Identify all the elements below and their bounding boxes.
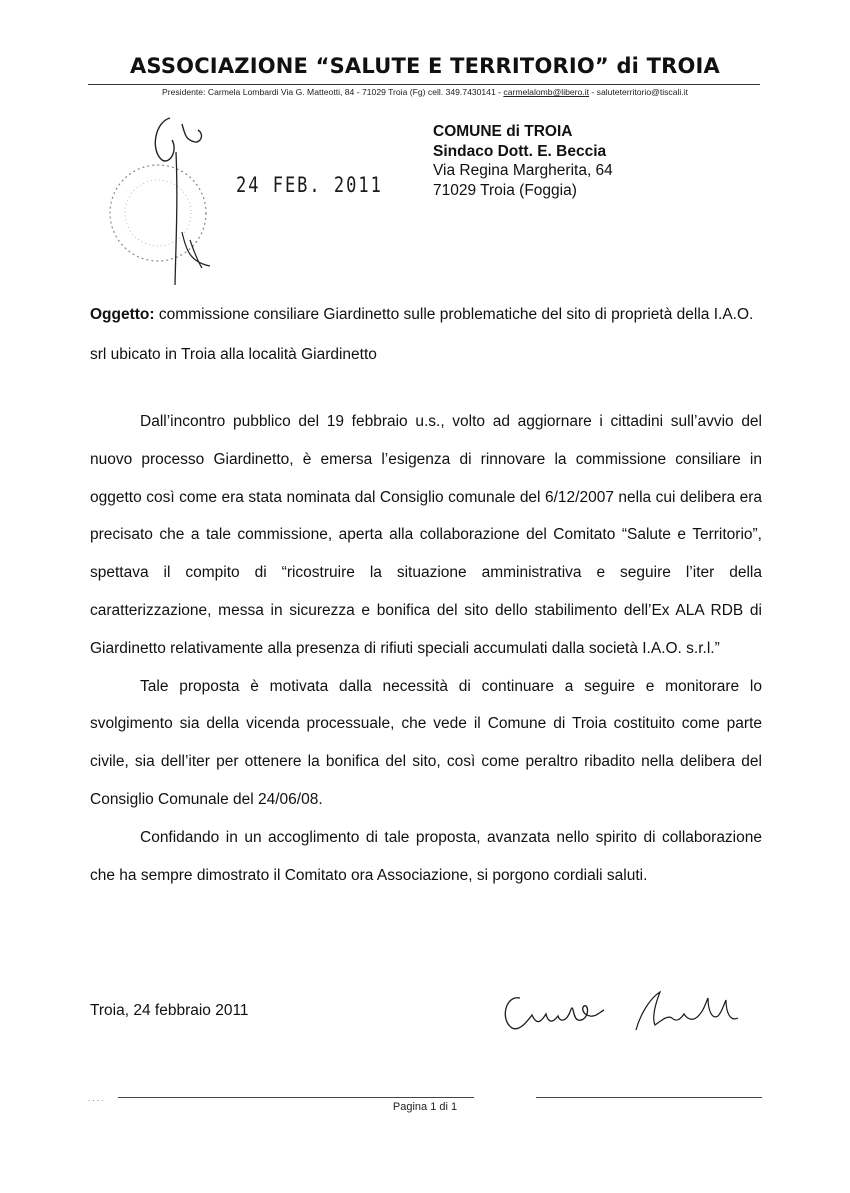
body-paragraph-1: Dall’incontro pubblico del 19 febbraio u.s., volto ad aggiornare i cittadini sull’avvio del nuovo processo Giardinetto, è emersa l’esigenza di rinnovare la commissione consiliare in oggetto così come era stata nominata dal Consiglio comunale del 6/12/2007 nella cui delibera era precisato che a tale commissione, aperta alla collaborazione del Comitato “Salute e Territorio”, spettava il compito di “ricostruire la situazione amministrativa e seguire l’iter della caratterizzazione, messa in sicurezza e bonifica del sito dello stabilimento dell’Ex ALA RDB di Giardinetto relativamente alla presenza di rifiuti speciali accumulati dalla società I.A.O. s.r.l.” (90, 413, 762, 657)
subject-label: Oggetto: (90, 306, 155, 323)
stamp-date: 24 FEB. 2011 (236, 173, 383, 198)
footer-dots: . . . . (88, 1094, 104, 1103)
recipient-city: 71029 Troia (Foggia) (433, 181, 577, 199)
recipient-name: COMUNE di TROIA (433, 123, 573, 140)
recipient-street: Via Regina Margherita, 64 (433, 162, 613, 179)
subject-text: commissione consiliare Giardinetto sulle problematiche del sito di proprietà della I.A.O. srl ubicato in Troia alla località Giardinetto (90, 306, 754, 363)
letterhead-contact-prefix: Presidente: Carmela Lombardi Via G. Matteotti, 84 - 71029 Troia (Fg) cell. 349.7430141 - (162, 87, 504, 97)
body-paragraph-3: Confidando in un accoglimento di tale proposta, avanzata nello spirito di collaborazione che ha sempre dimostrato il Comitato ora Associazione, si porgono cordiali saluti. (90, 828, 762, 884)
page-number: Pagina 1 di 1 (392, 1101, 458, 1113)
body-paragraph-2: Tale proposta è motivata dalla necessità di continuare a seguire e monitorare lo svolgimento sia della vicenda processuale, che vede il Comune di Troia costituito come parte civile, sia dell’iter per ottenere la bonifica del sito, così come peraltro ribadito nella delibera del Consiglio Comunale del 24/06/08. (90, 677, 762, 808)
letterhead-contact-suffix: - saluteterritorio@tiscali.it (589, 87, 688, 97)
footer-divider-right (536, 1097, 762, 1098)
letterhead-title: ASSOCIAZIONE “SALUTE E TERRITORIO” di TROIA (129, 54, 721, 78)
place-date: Troia, 24 febbraio 2011 (90, 1002, 249, 1019)
footer-divider-left (118, 1097, 474, 1098)
letterhead-email-link[interactable]: carmelalomb@libero.it (503, 87, 590, 97)
recipient-mayor: Sindaco Dott. E. Beccia (433, 142, 607, 160)
